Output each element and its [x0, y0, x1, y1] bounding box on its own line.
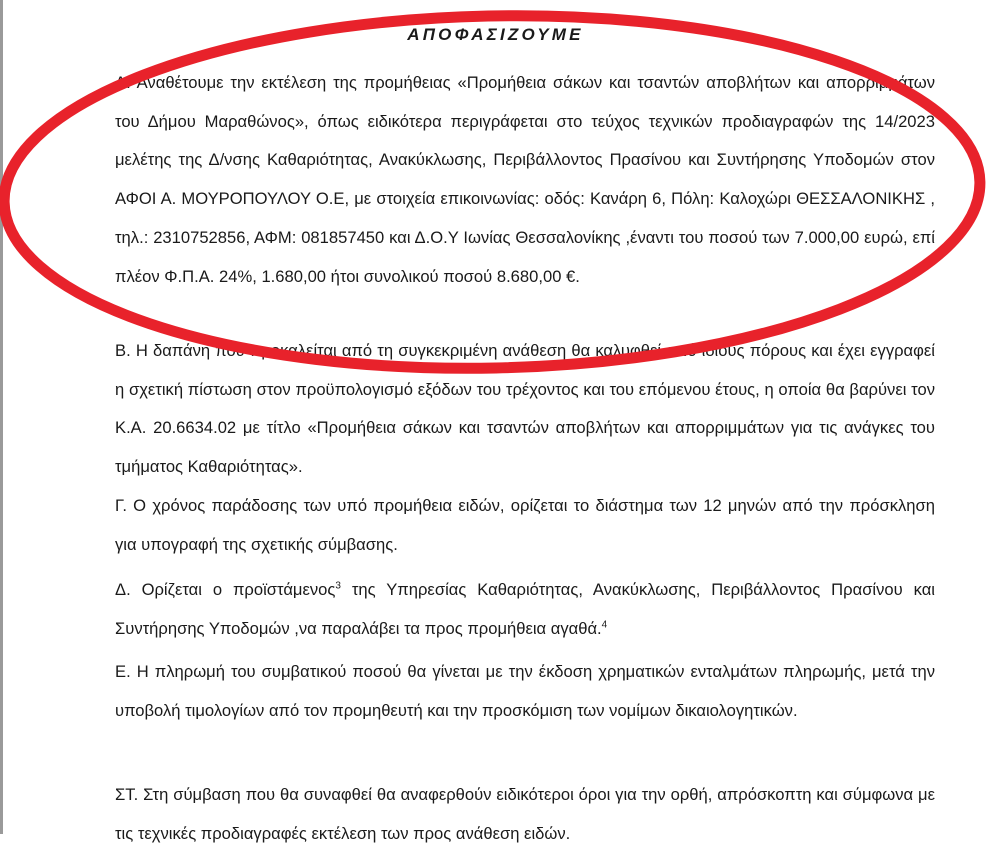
paragraph-d-text-end: της Υπηρεσίας Καθαριότητας, Ανακύκλωσης, Περιβάλλοντος Πρασίνου και Συντήρησης Υποδομών ,να παραλάβει τα προς προμήθεια αγαθά. — [115, 580, 935, 638]
footnote-ref-3: 3 — [335, 580, 341, 592]
paragraph-d-receiver — [115, 571, 935, 648]
decision-heading: ΑΠΟΦΑΣΙΖΟΥΜΕ — [407, 25, 584, 44]
paragraph-a-award: Α. Αναθέτουμε την εκτέλεση της προμήθειας «Προμήθεια σάκων και τσαντών αποβλήτων και απορριμμάτων του Δήμου Μαραθώνος», όπως ειδικότερα περιγράφεται στο τεύχος τεχνικών προδιαγραφών της 14/2023 μελέτης της Δ/νσης Καθαριότητας, Ανακύκλωσης, Περιβάλλοντος Πρασίνου και Συντήρησης Υποδομών στον ΑΦΟΙ Α. ΜΟΥΡΟΠΟΥΛΟΥ Ο.Ε, με στοιχεία επικοινωνίας: οδός: Κανάρη 6, Πόλη: Καλοχώρι ΘΕΣΣΑΛΟΝΙΚΗΣ , τηλ.: 2310752856, ΑΦΜ: 081857450 και Δ.Ο.Υ Ιωνίας Θεσσαλονίκης ,έναντι του ποσού των 7.000,00 ευρώ, επί πλέον Φ.Π.Α. 24%, 1.680,00 ήτοι συνολικού ποσού 8.680,00 €. — [115, 73, 935, 286]
paragraph-d-text-start: Δ. Ορίζεται ο προϊστάμενος — [115, 580, 336, 599]
footnote-ref-4: 4 — [601, 619, 608, 631]
page-left-edge — [0, 0, 3, 834]
paragraph-e-payment: Ε. Η πληρωμή του συμβατικού ποσού θα γίνεται με την έκδοση χρηματικών ενταλμάτων πληρωμής, μετά την υποβολή τιμολογίων από τον προμηθευτή και την προσκόμιση των νομίμων δικαιολογητικών. — [115, 662, 935, 720]
paragraph-st-contract-terms: ΣΤ. Στη σύμβαση που θα συναφθεί θα αναφερθούν ειδικότεροι όροι για την ορθή, απρόσκοπτη και σύμφωνα με τις τεχνικές προδιαγραφές εκτέλεση των προς ανάθεση ειδών. — [115, 785, 935, 843]
paragraph-b-expense: Β. Η δαπάνη που προκαλείται από τη συγκεκριμένη ανάθεση θα καλυφθεί από ιδίους πόρους και έχει εγγραφεί η σχετική πίστωση στον προϋπολογισμό εξόδων του τρέχοντος και του επόμενου έτους, η οποία θα βαρύνει τον Κ.Α. 20.6634.02 με τίτλο «Προμήθεια σάκων και τσαντών αποβλήτων και απορριμμάτων για τις ανάγκες του τμήματος Καθαριότητας». — [115, 341, 935, 477]
paragraph-c-delivery-time: Γ. Ο χρόνος παράδοσης των υπό προμήθεια ειδών, ορίζεται το διάστημα των 12 μηνών από την πρόσκληση για υπογραφή της σχετικής σύμβασης. — [115, 496, 935, 554]
